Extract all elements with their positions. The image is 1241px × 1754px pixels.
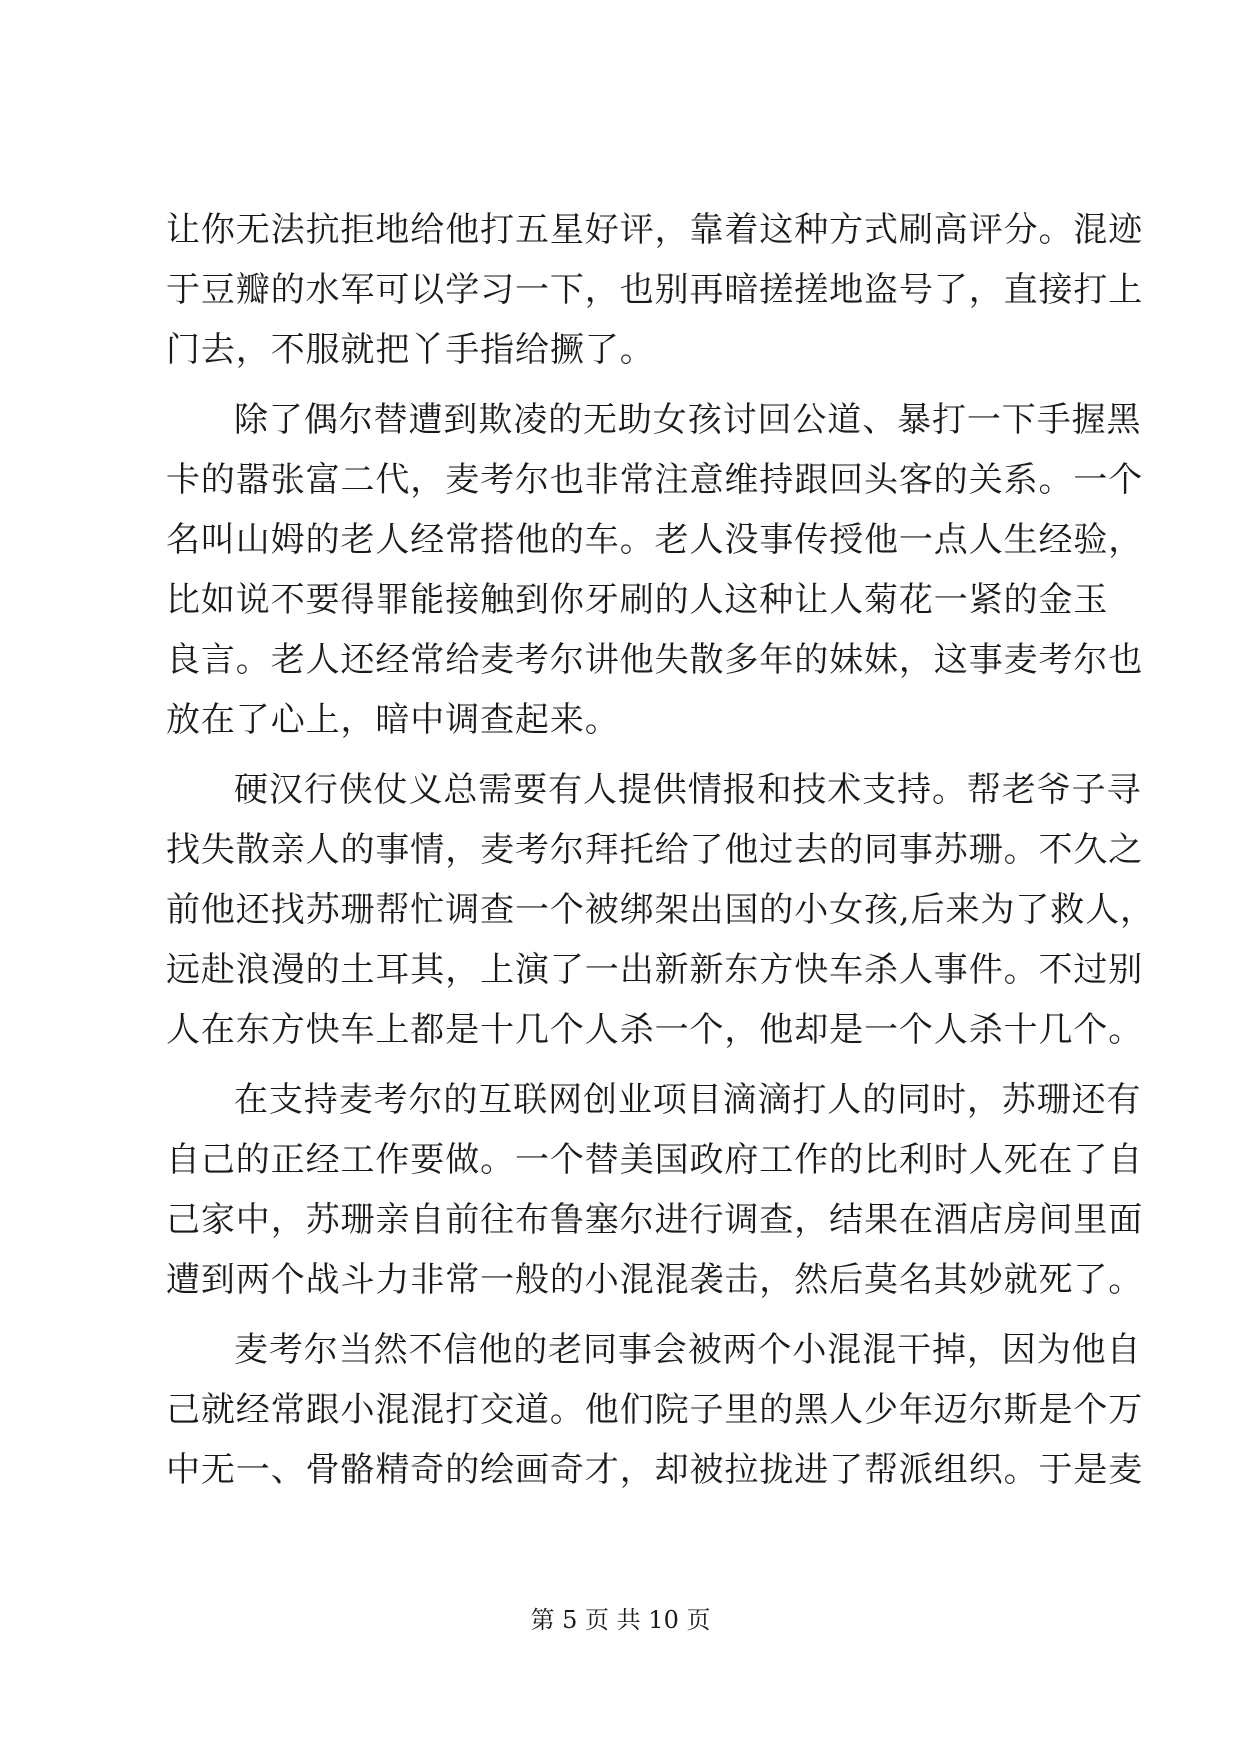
- paragraph: [166, 390, 1144, 750]
- text-line: 己就经常跟小混混打交道。他们院子里的黑人少年迈尔斯是个万: [166, 1390, 1144, 1430]
- text-line: 卡的嚣张富二代，麦考尔也非常注意维持跟回头客的关系。一个: [166, 460, 1144, 500]
- page-number-footer: 第 5 页 共 10 页: [530, 1606, 711, 1634]
- text-line: 中无一、骨骼精奇的绘画奇才，却被拉拢进了帮派组织。于是麦: [166, 1450, 1144, 1490]
- text-line: 在支持麦考尔的互联网创业项目滴滴打人的同时，苏珊还有: [234, 1080, 1142, 1120]
- text-line: 麦考尔当然不信他的老同事会被两个小混混干掉，因为他自: [234, 1330, 1142, 1370]
- text-line: 人在东方快车上都是十几个人杀一个，他却是一个人杀十几个。: [166, 1010, 1144, 1050]
- text-line: 远赴浪漫的土耳其，上演了一出新新东方快车杀人事件。不过别: [166, 950, 1144, 990]
- text-line: 己家中，苏珊亲自前往布鲁塞尔进行调查，结果在酒店房间里面: [166, 1200, 1144, 1240]
- paragraph: [166, 1070, 1144, 1310]
- text-line: 前他还找苏珊帮忙调查一个被绑架出国的小女孩,后来为了救人，: [166, 890, 1155, 930]
- text-line: 除了偶尔替遭到欺凌的无助女孩讨回公道、暴打一下手握黑: [234, 400, 1142, 440]
- text-line: 放在了心上，暗中调查起来。: [166, 700, 620, 740]
- text-line: 于豆瓣的水军可以学习一下，也别再暗搓搓地盗号了，直接打上: [166, 270, 1144, 310]
- text-line: 门去，不服就把丫手指给撅了。: [166, 330, 655, 370]
- text-line: 遭到两个战斗力非常一般的小混混袭击，然后莫名其妙就死了。: [166, 1260, 1144, 1300]
- text-line: 良言。老人还经常给麦考尔讲他失散多年的妹妹，这事麦考尔也: [166, 640, 1144, 680]
- paragraph: [166, 200, 1144, 380]
- document-body: [166, 200, 1155, 1510]
- text-line: 比如说不要得罪能接触到你牙刷的人这种让人菊花一紧的金玉: [166, 580, 1109, 620]
- paragraph: [166, 760, 1155, 1060]
- text-line: 让你无法抗拒地给他打五星好评，靠着这种方式刷高评分。混迹: [166, 210, 1144, 250]
- text-line: 自己的正经工作要做。一个替美国政府工作的比利时人死在了自: [166, 1140, 1144, 1180]
- text-line: 硬汉行侠仗义总需要有人提供情报和技术支持。帮老爷子寻: [234, 770, 1142, 810]
- text-line: 名叫山姆的老人经常搭他的车。老人没事传授他一点人生经验，: [166, 520, 1144, 560]
- paragraph: [166, 1320, 1144, 1500]
- text-line: 找失散亲人的事情，麦考尔拜托给了他过去的同事苏珊。不久之: [166, 830, 1144, 870]
